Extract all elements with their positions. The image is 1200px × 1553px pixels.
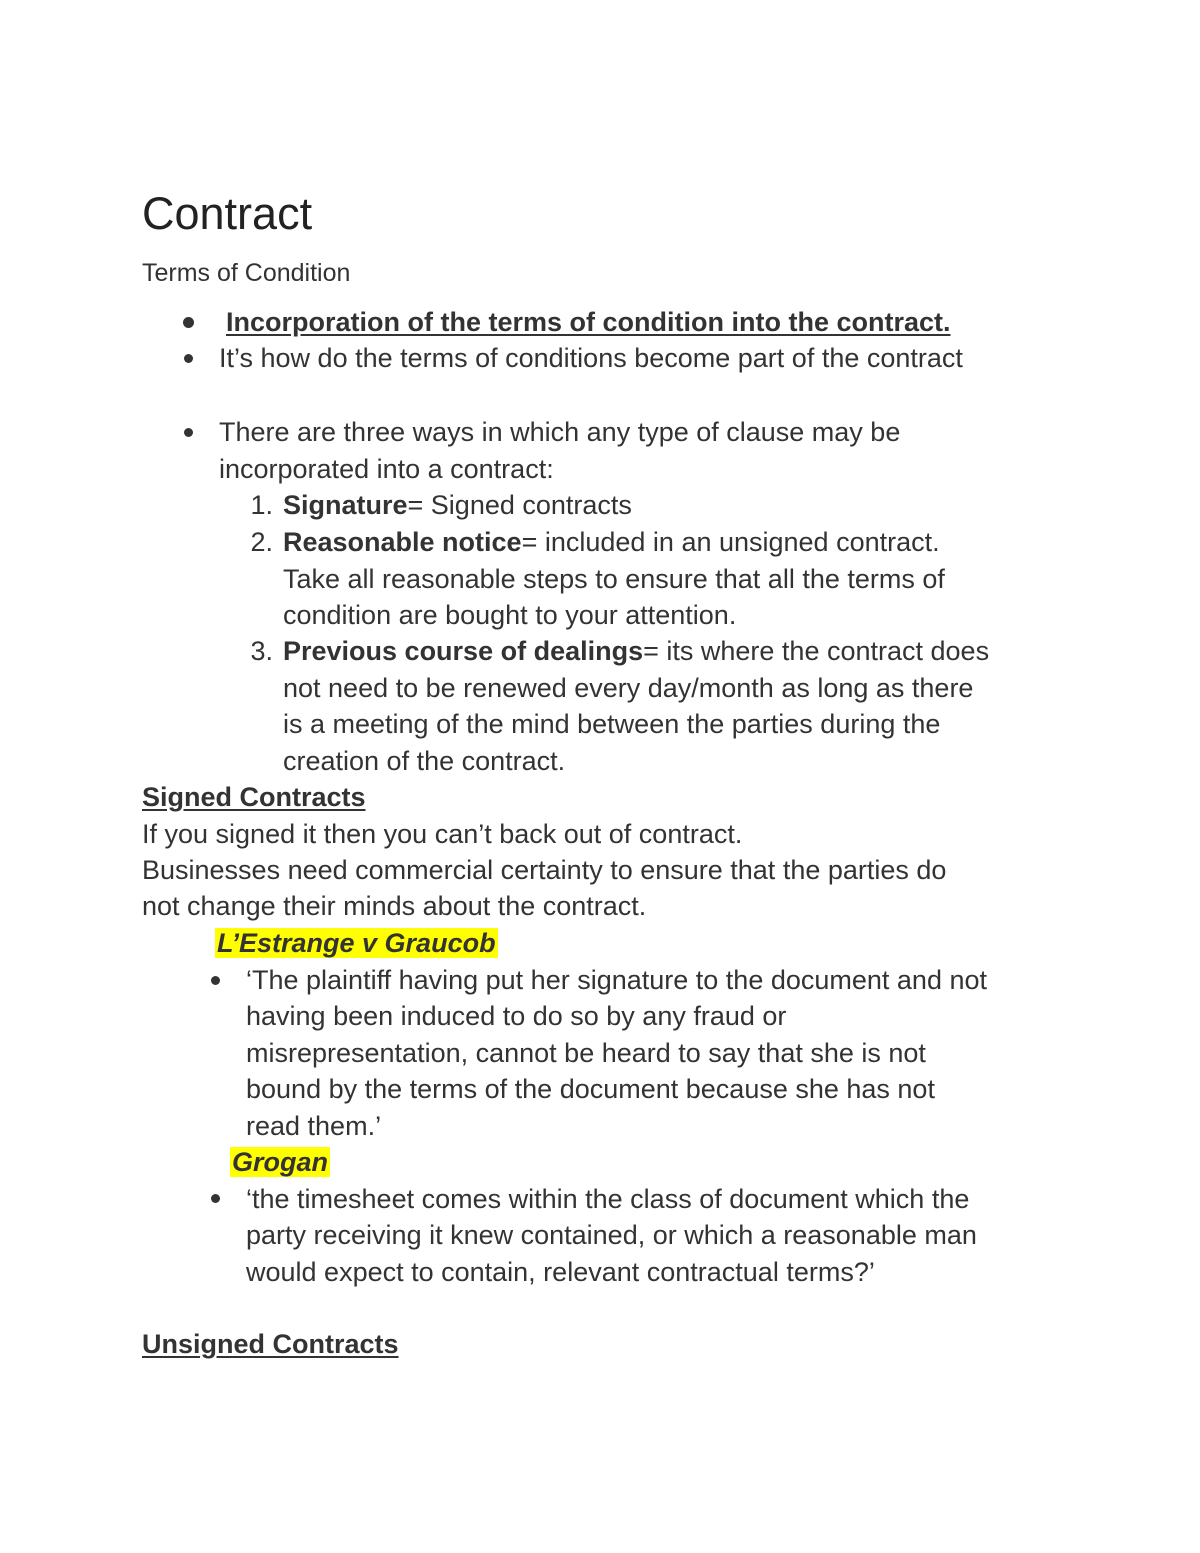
paragraph: If you signed it then you can’t back out of contract. xyxy=(142,819,743,849)
section-heading-signed: Signed Contracts xyxy=(142,782,366,812)
quote-line: party receiving it knew contained, or which a reasonable man xyxy=(246,1220,977,1250)
list-item-text: is a meeting of the mind between the parties during the xyxy=(283,709,941,739)
list-item-text: not need to be renewed every day/month as long as there xyxy=(283,673,974,703)
bullet-item-three-ways-line2: incorporated into a contract: xyxy=(219,454,554,484)
paragraph: Businesses need commercial certainty to ensure that the parties do xyxy=(142,855,947,885)
case-name-lestrange xyxy=(215,925,498,962)
bullet-icon xyxy=(184,354,193,363)
list-item-text: = included in an unsigned contract. xyxy=(521,527,940,557)
page-title: Contract xyxy=(142,188,313,239)
paragraph: not change their minds about the contract. xyxy=(142,891,647,921)
list-number: 1. xyxy=(250,490,273,520)
list-item-text: Take all reasonable steps to ensure that all the terms of xyxy=(283,564,945,594)
quote-line: misrepresentation, cannot be heard to say that she is not xyxy=(246,1038,926,1068)
highlight: Grogan xyxy=(232,1147,329,1177)
list-item-previous-dealings xyxy=(283,633,989,670)
quote-line: ‘the timesheet comes within the class of document which the xyxy=(246,1184,970,1214)
bullet-item-how: It’s how do the terms of conditions become part of the contract xyxy=(219,343,963,373)
list-number: 3. xyxy=(250,636,273,666)
section-heading-unsigned: Unsigned Contracts xyxy=(142,1329,399,1359)
bullet-icon xyxy=(184,428,193,437)
case-name-grogan xyxy=(230,1144,330,1181)
bullet-icon xyxy=(211,1194,220,1203)
bullet-icon xyxy=(211,976,220,985)
list-item-term: Reasonable notice xyxy=(283,527,522,557)
list-item-reasonable-notice xyxy=(283,524,940,561)
list-item-term: Previous course of dealings xyxy=(283,636,644,666)
list-item-text: creation of the contract. xyxy=(283,746,566,776)
bullet-item-incorporation: Incorporation of the terms of condition into the contract. xyxy=(226,307,951,337)
quote-line: read them.’ xyxy=(246,1111,382,1141)
bullet-icon xyxy=(183,317,194,328)
page-subtitle: Terms of Condition xyxy=(142,259,351,287)
list-item-term: Signature xyxy=(283,490,408,520)
quote-line: having been induced to do so by any fraud or xyxy=(246,1001,787,1031)
list-number: 2. xyxy=(250,527,273,557)
quote-line: ‘The plaintiff having put her signature to the document and not xyxy=(246,965,987,995)
quote-line: bound by the terms of the document because she has not xyxy=(246,1074,935,1104)
list-item-signature xyxy=(283,487,632,524)
bullet-item-three-ways-line1: There are three ways in which any type of clause may be xyxy=(219,417,901,447)
quote-line: would expect to contain, relevant contractual terms?’ xyxy=(246,1257,875,1287)
list-item-text: condition are bought to your attention. xyxy=(283,600,737,630)
list-item-text: = its where the contract does xyxy=(643,636,990,666)
list-item-text: = Signed contracts xyxy=(407,490,632,520)
highlight: L’Estrange v Graucob xyxy=(217,928,496,958)
